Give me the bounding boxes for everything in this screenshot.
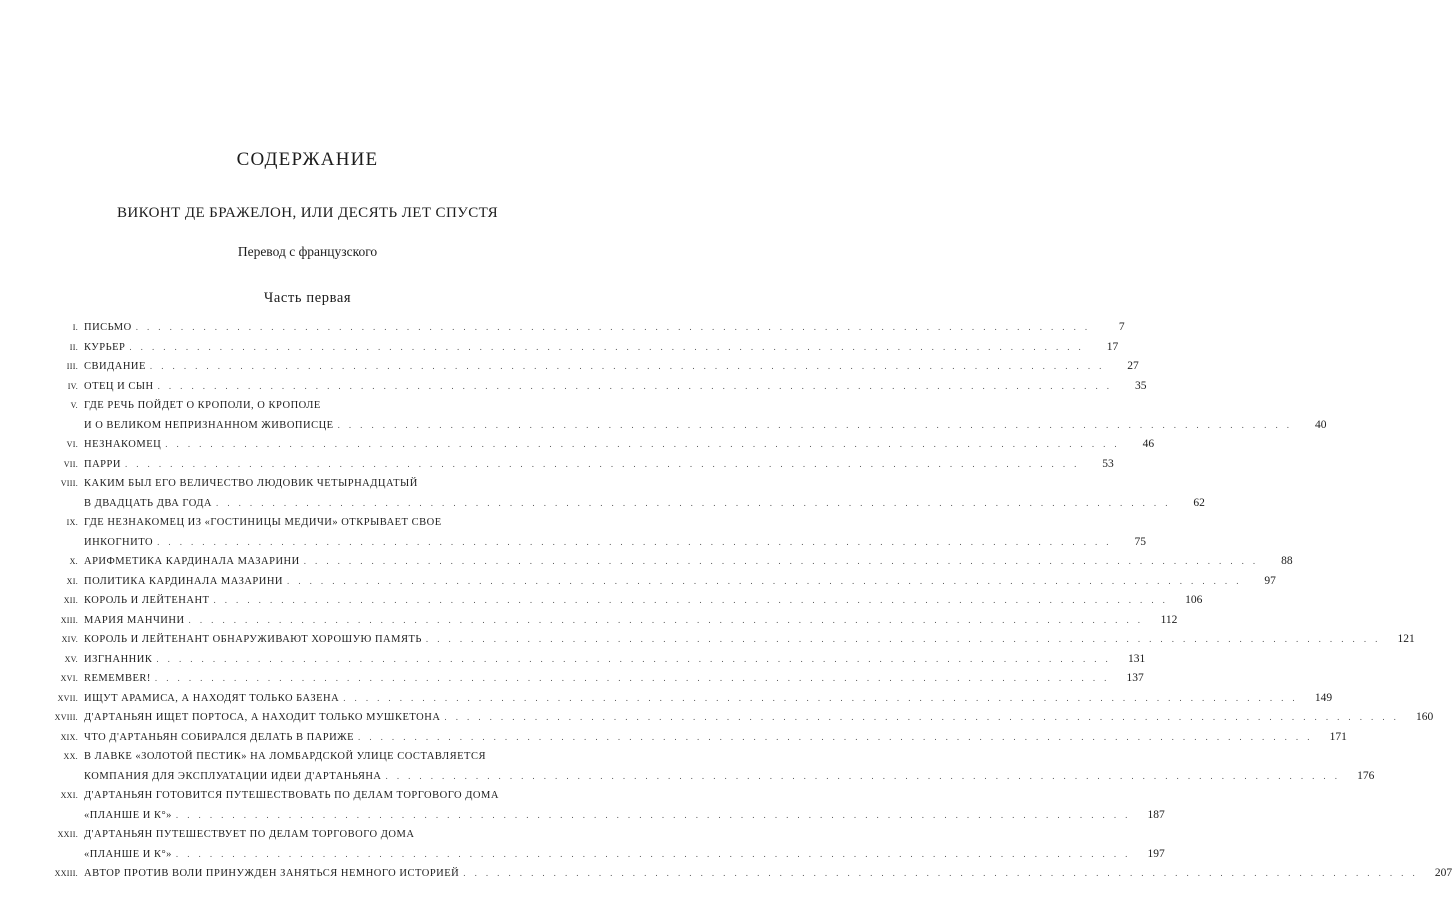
toc-entry xyxy=(28,357,1139,377)
toc-entry xyxy=(28,689,1333,709)
page-number: 27 xyxy=(1127,360,1139,372)
toc-entry xyxy=(28,825,1165,864)
dot-leader: . . . . . . . . . . . . . . . . . . . . . . . . . . . . . . . . . . . . . . . . . . . . . . . . . . . . . . . . . . . . . . . . . . . . . . . . . . . . . . . . . . . . . xyxy=(358,731,1313,742)
chapter-title: АРИФМЕТИКА КАРДИНАЛА МАЗАРИНИ xyxy=(84,556,300,567)
toc-entry xyxy=(28,591,1203,611)
chapter-title: ПИСЬМО xyxy=(84,322,132,333)
toc-entry xyxy=(28,650,1146,670)
chapter-number: XV. xyxy=(64,654,78,664)
chapter-title: ГДЕ НЕЗНАКОМЕЦ ИЗ «ГОСТИНИЦЫ МЕДИЧИ» ОТКРЫВАЕТ СВОЕ xyxy=(84,517,442,528)
dot-leader: . . . . . . . . . . . . . . . . . . . . . . . . . . . . . . . . . . . . . . . . . . . . . . . . . . . . . . . . . . . . . . . . . . . . . . . . . . . . . . . . . . . . . xyxy=(444,712,1400,722)
chapter-title: КУРЬЕР xyxy=(84,341,126,353)
dot-leader: . . . . . . . . . . . . . . . . . . . . . . . . . . . . . . . . . . . . . . . . . . . . . . . . . . . . . . . . . . . . . . . . . . . . . . . . . . . . . . . . . . . . . xyxy=(463,868,1419,878)
dot-leader: . . . . . . . . . . . . . . . . . . . . . . . . . . . . . . . . . . . . . . . . . . . . . . . . . . . . . . . . . . . . . . . . . . . . . . . . . . . . . . . . . . . . . xyxy=(343,692,1299,703)
page-number: 17 xyxy=(1106,340,1119,353)
chapter-number: VIII. xyxy=(60,479,78,488)
toc-entry xyxy=(28,572,1276,592)
chapter-number: X. xyxy=(69,557,78,566)
dot-leader: . . . . . . . . . . . . . . . . . . . . . . . . . . . . . . . . . . . . . . . . . . . . . . . . . . . . . . . . . . . . . . . . . . . . . . . . . . . . . . . . . . . . . xyxy=(303,556,1259,566)
chapter-number: VII. xyxy=(63,459,78,469)
chapter-title: СВИДАНИЕ xyxy=(84,361,146,372)
chapter-title: ПОЛИТИКА КАРДИНАЛА МАЗАРИНИ xyxy=(84,575,284,587)
page-number: 176 xyxy=(1357,769,1375,782)
chapter-title: КОРОЛЬ И ЛЕЙТЕНАНТ ОБНАРУЖИВАЮТ ХОРОШУЮ ПАМЯТЬ xyxy=(84,634,422,645)
dot-leader: . . . . . . . . . . . . . . . . . . . . . . . . . . . . . . . . . . . . . . . . . . . . . . . . . . . . . . . . . . . . . . . . . . . . . . . . . . . . . . . . . . . . . xyxy=(165,439,1121,449)
dot-leader: . . . . . . . . . . . . . . . . . . . . . . . . . . . . . . . . . . . . . . . . . . . . . . . . . . . . . . . . . . . . . . . . . . . . . . . . . . . . . . . . . . . . . xyxy=(385,770,1341,781)
book-title: ВИКОНТ ДЕ БРАЖЕЛОН, ИЛИ ДЕСЯТЬ ЛЕТ СПУСТЯ xyxy=(116,205,499,221)
toc-entry xyxy=(28,377,1147,397)
chapter-number: XIV. xyxy=(61,635,78,644)
toc-entry xyxy=(28,728,1347,748)
chapter-title: И О ВЕЛИКОМ НЕПРИЗНАННОМ ЖИВОПИСЦЕ xyxy=(84,419,334,431)
chapter-title: В ДВАДЦАТЬ ДВА ГОДА xyxy=(84,497,213,509)
page-number: 137 xyxy=(1126,672,1144,684)
page-number: 97 xyxy=(1264,574,1276,587)
page-number: 112 xyxy=(1160,613,1178,626)
page-number: 88 xyxy=(1281,555,1293,567)
toc-entry xyxy=(28,474,1205,513)
chapter-number: XX. xyxy=(63,752,78,761)
chapter-title: «ПЛАНШЕ И К°» xyxy=(84,809,172,821)
chapter-title: ОТЕЦ И СЫН xyxy=(84,380,154,392)
toc-entry xyxy=(28,708,1434,728)
chapter-number: XIII. xyxy=(60,615,78,625)
chapter-title: КОРОЛЬ И ЛЕЙТЕНАНТ xyxy=(84,595,210,606)
chapter-title: Д'АРТАНЬЯН ИЩЕТ ПОРТОСА, А НАХОДИТ ТОЛЬКО МУШКЕТОНА xyxy=(84,712,441,723)
toc-entry xyxy=(28,338,1119,358)
toc-entry xyxy=(28,611,1178,631)
chapter-number: XXI. xyxy=(60,791,78,800)
chapter-number: II. xyxy=(69,342,78,352)
chapter-title: ИЗГНАННИК xyxy=(84,653,153,665)
toc-entry xyxy=(28,669,1144,689)
dot-leader: . . . . . . . . . . . . . . . . . . . . . . . . . . . . . . . . . . . . . . . . . . . . . . . . . . . . . . . . . . . . . . . . . . . . . . . . . . . . . . . . . . . . . xyxy=(154,673,1110,683)
chapter-title: Д'АРТАНЬЯН ГОТОВИТСЯ ПУТЕШЕСТВОВАТЬ ПО ДЕЛАМ ТОРГОВОГО ДОМА xyxy=(84,790,499,801)
dot-leader: . . . . . . . . . . . . . . . . . . . . . . . . . . . . . . . . . . . . . . . . . . . . . . . . . . . . . . . . . . . . . . . . . . . . . . . . . . . . . . . . . . . . . xyxy=(287,575,1242,586)
dot-leader: . . . . . . . . . . . . . . . . . . . . . . . . . . . . . . . . . . . . . . . . . . . . . . . . . . . . . . . . . . . . . . . . . . . . . . . . . . . . . . . . . . . . . xyxy=(425,634,1381,644)
chapter-title: АВТОР ПРОТИВ ВОЛИ ПРИНУЖДЕН ЗАНЯТЬСЯ НЕМНОГО ИСТОРИЕЙ xyxy=(84,868,460,879)
dot-leader: . . . . . . . . . . . . . . . . . . . . . . . . . . . . . . . . . . . . . . . . . . . . . . . . . . . . . . . . . . . . . . . . . . . . . . . . . . . . . . . . . . . . . xyxy=(337,419,1293,430)
dot-leader: . . . . . . . . . . . . . . . . . . . . . . . . . . . . . . . . . . . . . . . . . . . . . . . . . . . . . . . . . . . . . . . . . . . . . . . . . . . . . . . . . . . . . xyxy=(175,848,1131,859)
page-title: СОДЕРЖАНИЕ xyxy=(236,149,379,170)
page-number: 121 xyxy=(1397,633,1415,645)
chapter-number: IV. xyxy=(67,381,78,391)
chapter-number: XVI. xyxy=(60,674,78,683)
dot-leader: . . . . . . . . . . . . . . . . . . . . . . . . . . . . . . . . . . . . . . . . . . . . . . . . . . . . . . . . . . . . . . . . . . . . . . . . . . . . . . . . . . . . . xyxy=(156,653,1112,664)
chapter-title: КАКИМ БЫЛ ЕГО ВЕЛИЧЕСТВО ЛЮДОВИК ЧЕТЫРНАДЦАТЫЙ xyxy=(84,478,418,489)
dot-leader: . . . . . . . . . . . . . . . . . . . . . . . . . . . . . . . . . . . . . . . . . . . . . . . . . . . . . . . . . . . . . . . . . . . . . . . . . . . . . . . . . . . . . xyxy=(213,595,1169,605)
page-number: 197 xyxy=(1147,847,1165,860)
toc-entry xyxy=(28,630,1415,650)
translation-note: Перевод с французского xyxy=(237,244,378,259)
page-number: 106 xyxy=(1185,594,1203,606)
page-number: 187 xyxy=(1147,808,1165,821)
dot-leader: . . . . . . . . . . . . . . . . . . . . . . . . . . . . . . . . . . . . . . . . . . . . . . . . . . . . . . . . . . . . . . . . . . . . . . . . . . . . . . . . . . . . . xyxy=(216,497,1171,508)
chapter-number: XVIII. xyxy=(54,713,78,722)
chapter-number: VI. xyxy=(66,440,78,449)
part-heading: Часть первая xyxy=(263,290,352,306)
chapter-number: XVII. xyxy=(57,693,78,703)
chapter-number: III. xyxy=(66,362,78,371)
chapter-title: «ПЛАНШЕ И К°» xyxy=(84,848,172,860)
chapter-number: XI. xyxy=(66,576,78,586)
page-number: 62 xyxy=(1193,496,1205,509)
dot-leader: . . . . . . . . . . . . . . . . . . . . . . . . . . . . . . . . . . . . . . . . . . . . . . . . . . . . . . . . . . . . . . . . . . . . . . . . . . . . . . . . . . . . . xyxy=(149,361,1105,371)
chapter-title: ИЩУТ АРАМИСА, А НАХОДЯТ ТОЛЬКО БАЗЕНА xyxy=(84,692,340,704)
page-number: 160 xyxy=(1416,711,1434,723)
page-number: 46 xyxy=(1142,438,1155,450)
chapter-title: ИНКОГНИТО xyxy=(84,536,154,548)
page-number: 35 xyxy=(1134,379,1147,392)
dot-leader: . . . . . . . . . . . . . . . . . . . . . . . . . . . . . . . . . . . . . . . . . . . . . . . . . . . . . . . . . . . . . . . . . . . . . . . . . . . . . . . . . . . . . xyxy=(157,536,1112,547)
table-of-contents xyxy=(28,318,1452,884)
page-number: 149 xyxy=(1314,691,1333,704)
chapter-title: ПАРРИ xyxy=(84,458,121,470)
toc-entry xyxy=(28,786,1165,825)
toc-entry xyxy=(28,747,1375,786)
page-number: 171 xyxy=(1329,730,1347,743)
toc-entry xyxy=(28,455,1114,475)
chapter-number: I. xyxy=(72,323,78,332)
dot-leader: . . . . . . . . . . . . . . . . . . . . . . . . . . . . . . . . . . . . . . . . . . . . . . . . . . . . . . . . . . . . . . . . . . . . . . . . . . . . . . . . . . . . . xyxy=(135,322,1091,332)
chapter-title: ЧТО Д'АРТАНЬЯН СОБИРАЛСЯ ДЕЛАТЬ В ПАРИЖЕ xyxy=(84,731,355,743)
chapter-number: XXIII. xyxy=(54,869,78,878)
dot-leader: . . . . . . . . . . . . . . . . . . . . . . . . . . . . . . . . . . . . . . . . . . . . . . . . . . . . . . . . . . . . . . . . . . . . . . . . . . . . . . . . . . . . . xyxy=(157,380,1113,391)
dot-leader: . . . . . . . . . . . . . . . . . . . . . . . . . . . . . . . . . . . . . . . . . . . . . . . . . . . . . . . . . . . . . . . . . . . . . . . . . . . . . . . . . . . . . xyxy=(124,458,1080,469)
chapter-number: V. xyxy=(70,401,78,410)
toc-entry xyxy=(28,864,1452,884)
chapter-title: КОМПАНИЯ ДЛЯ ЭКСПЛУАТАЦИИ ИДЕИ Д'АРТАНЬЯНА xyxy=(84,770,382,782)
chapter-title: ГДЕ РЕЧЬ ПОЙДЕТ О КРОПОЛИ, О КРОПОЛЕ xyxy=(84,400,321,411)
page-number: 7 xyxy=(1118,321,1125,333)
toc-entry xyxy=(28,552,1293,572)
page-number: 207 xyxy=(1434,867,1452,879)
page-number: 75 xyxy=(1134,535,1146,548)
chapter-number: XIX. xyxy=(60,732,78,742)
chapter-number: XXII. xyxy=(57,830,78,839)
chapter-title: МАРИЯ МАНЧИНИ xyxy=(84,614,185,626)
page-number: 131 xyxy=(1127,652,1146,665)
toc-entry xyxy=(28,396,1327,435)
dot-leader: . . . . . . . . . . . . . . . . . . . . . . . . . . . . . . . . . . . . . . . . . . . . . . . . . . . . . . . . . . . . . . . . . . . . . . . . . . . . . . . . . . . . . xyxy=(175,809,1131,820)
toc-entry xyxy=(28,513,1146,552)
chapter-title: Д'АРТАНЬЯН ПУТЕШЕСТВУЕТ ПО ДЕЛАМ ТОРГОВОГО ДОМА xyxy=(84,829,415,840)
chapter-number: XII. xyxy=(63,596,78,605)
chapter-title: В ЛАВКЕ «ЗОЛОТОЙ ПЕСТИК» НА ЛОМБАРДСКОЙ УЛИЦЕ СОСТАВЛЯЕТСЯ xyxy=(84,751,486,762)
page-number: 53 xyxy=(1102,457,1114,470)
dot-leader: . . . . . . . . . . . . . . . . . . . . . . . . . . . . . . . . . . . . . . . . . . . . . . . . . . . . . . . . . . . . . . . . . . . . . . . . . . . . . . . . . . . . . xyxy=(188,614,1144,625)
chapter-title: REMEMBER! xyxy=(84,673,151,684)
page-number: 40 xyxy=(1314,418,1327,431)
dot-leader: . . . . . . . . . . . . . . . . . . . . . . . . . . . . . . . . . . . . . . . . . . . . . . . . . . . . . . . . . . . . . . . . . . . . . . . . . . . . . . . . . . . . . xyxy=(129,341,1085,352)
toc-entry xyxy=(28,435,1155,455)
chapter-title: НЕЗНАКОМЕЦ xyxy=(84,439,162,450)
chapter-number: IX. xyxy=(66,518,78,527)
toc-entry xyxy=(28,318,1125,338)
